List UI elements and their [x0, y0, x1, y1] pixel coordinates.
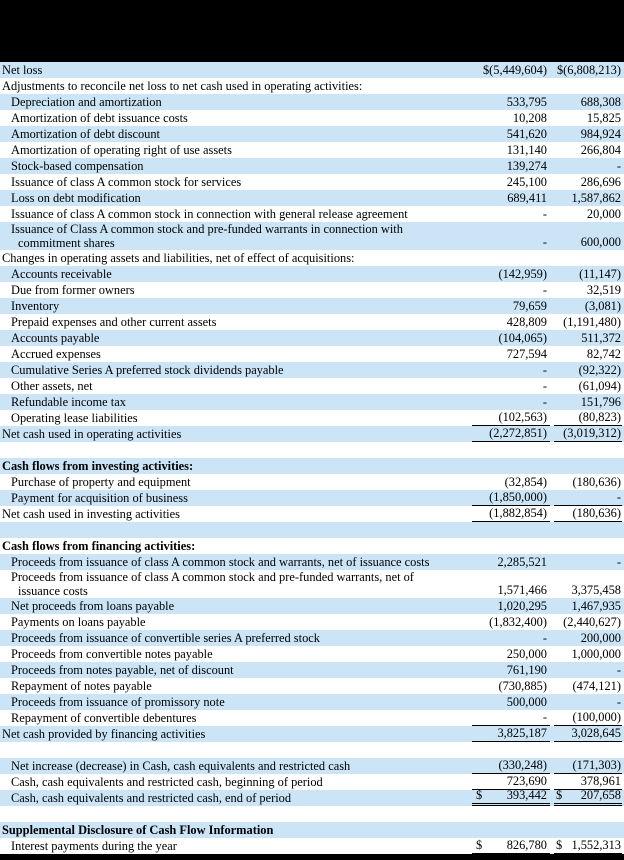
value-text: 10,208 [512, 111, 547, 125]
dollar-sign: $ [476, 788, 483, 802]
redacted-footer-bar [0, 854, 624, 860]
row-label [2, 283, 472, 298]
value-col1 [472, 143, 550, 158]
value-text: (92,322) [578, 363, 621, 377]
row-label-text: Loss on debt modification [11, 191, 141, 205]
value-col1 [472, 395, 550, 410]
value-col1 [472, 599, 550, 614]
value-col1 [472, 726, 550, 742]
table-row [0, 538, 624, 554]
row-label [2, 791, 472, 806]
value-col2 [554, 758, 622, 774]
value-col1 [472, 631, 550, 646]
row-label [2, 711, 472, 726]
table-row [0, 694, 624, 710]
row-label-text: Proceeds from issuance of promissory note [11, 695, 225, 709]
row-label [2, 207, 472, 222]
row-label-text: Cash flows from investing activities: [2, 459, 194, 473]
table-row [0, 554, 624, 570]
table-row [0, 206, 624, 222]
value-text: 511,372 [581, 331, 621, 345]
value-col2 [554, 63, 622, 78]
row-label-text: Depreciation and amortization [11, 95, 162, 109]
value-col1 [472, 838, 550, 854]
value-col2 [554, 615, 622, 630]
row-label [2, 571, 472, 598]
value-text: (11,147) [579, 267, 621, 281]
row-label [2, 839, 472, 854]
value-text: 250,000 [506, 647, 547, 661]
value-col1 [472, 490, 550, 506]
value-text: 207,658 [580, 788, 621, 802]
value-text: - [542, 283, 547, 297]
value-text: (1,850,000) [489, 490, 547, 504]
row-label-text: Cash, cash equivalents and restricted cash, beginning of period [11, 775, 323, 789]
value-col2 [554, 395, 622, 410]
dollar-sign: $ [556, 788, 563, 802]
value-col2 [554, 426, 622, 442]
value-col2 [554, 555, 622, 570]
value-text: 3,825,187 [497, 726, 547, 740]
value-col2 [554, 363, 622, 378]
value-col1 [472, 283, 550, 298]
value-text: 1,020,295 [497, 599, 547, 613]
row-label [2, 555, 472, 570]
value-text: - [616, 695, 621, 709]
cashflow-table [0, 62, 624, 854]
value-col2 [554, 410, 622, 426]
row-label [2, 411, 472, 426]
value-col2 [554, 235, 622, 250]
value-text: 3,375,458 [571, 583, 621, 597]
value-col1 [472, 506, 550, 522]
value-col1 [472, 788, 550, 806]
value-text: 723,690 [506, 774, 547, 788]
value-text: (3,019,312) [563, 426, 621, 440]
table-row [0, 222, 624, 250]
value-text: 1,000,000 [571, 647, 621, 661]
value-text: - [542, 235, 547, 249]
value-col2 [554, 663, 622, 678]
value-col1 [472, 758, 550, 774]
row-label-text: Inventory [11, 299, 60, 313]
table-row [0, 142, 624, 158]
row-label-text: Adjustments to reconcile net loss to net cash used in operating activities: [2, 79, 363, 93]
table-row [0, 282, 624, 298]
row-label-text: Payments on loans payable [11, 615, 146, 629]
value-text: (474,121) [572, 679, 621, 693]
row-label-text: Other assets, net [11, 379, 93, 393]
table-row [0, 110, 624, 126]
value-text: 727,594 [506, 347, 547, 361]
row-label [2, 395, 472, 410]
value-text: 200,000 [580, 631, 621, 645]
value-text: - [542, 363, 547, 377]
row-label-text: Net loss [2, 63, 43, 77]
table-row [0, 614, 624, 630]
value-col2 [554, 647, 622, 662]
row-label-text: Due from former owners [11, 283, 135, 297]
value-text: 139,274 [506, 159, 547, 173]
value-col2 [554, 143, 622, 158]
row-label [2, 679, 472, 694]
row-label-text: Operating lease liabilities [11, 411, 138, 425]
value-text: (180,636) [572, 475, 621, 489]
row-label-text: Prepaid expenses and other current assets [11, 315, 217, 329]
spacer-row [0, 806, 624, 822]
table-row [0, 330, 624, 346]
row-label [2, 251, 472, 266]
value-col2 [554, 506, 622, 522]
value-col2 [554, 175, 622, 190]
row-label-text: Accounts receivable [11, 267, 112, 281]
value-text: (1,832,400) [489, 615, 547, 629]
value-text: 266,804 [580, 143, 621, 157]
table-row [0, 298, 624, 314]
row-label [2, 823, 472, 838]
value-col2 [554, 315, 622, 330]
value-text: - [542, 710, 547, 724]
value-text: 1,571,466 [497, 583, 547, 597]
value-col2 [554, 127, 622, 142]
row-label [2, 347, 472, 362]
table-row [0, 570, 624, 598]
row-label [2, 427, 472, 442]
value-col2 [554, 475, 622, 490]
value-text: - [542, 207, 547, 221]
value-text: 151,796 [580, 395, 621, 409]
row-label [2, 331, 472, 346]
row-label-text: Repayment of notes payable [11, 679, 152, 693]
value-col2 [554, 695, 622, 710]
value-col1 [472, 315, 550, 330]
row-label-text: Amortization of debt discount [11, 127, 161, 141]
value-text: 3,028,645 [571, 726, 621, 740]
row-label [2, 267, 472, 282]
value-text: (330,248) [498, 758, 547, 772]
row-label-text: Supplemental Disclosure of Cash Flow Information [2, 823, 274, 837]
value-text: (2,440,627) [563, 615, 621, 629]
value-col1 [472, 615, 550, 630]
row-label-text: Net proceeds from loans payable [11, 599, 175, 613]
table-row [0, 266, 624, 282]
row-label-text: Refundable income tax [11, 395, 126, 409]
table-row [0, 678, 624, 694]
value-col1 [472, 299, 550, 314]
value-text: 79,659 [512, 299, 547, 313]
value-text: (3,081) [584, 299, 621, 313]
value-text: $(5,449,604) [482, 63, 547, 77]
table-row [0, 346, 624, 362]
value-text: - [616, 490, 621, 504]
row-label [2, 695, 472, 710]
row-label-text: Proceeds from issuance of convertible series A preferred stock [11, 631, 320, 645]
value-col2 [554, 283, 622, 298]
value-text: 286,696 [580, 175, 621, 189]
value-col1 [472, 207, 550, 222]
row-label [2, 223, 472, 250]
table-row [0, 362, 624, 378]
value-text: - [542, 395, 547, 409]
value-col1 [472, 663, 550, 678]
value-text: (102,563) [498, 410, 547, 424]
value-text: 1,587,862 [571, 191, 621, 205]
row-label [2, 459, 472, 474]
value-text: 688,308 [580, 95, 621, 109]
value-col2 [554, 159, 622, 174]
value-text: - [542, 631, 547, 645]
row-label [2, 191, 472, 206]
row-label [2, 647, 472, 662]
table-row [0, 378, 624, 394]
table-row [0, 62, 624, 78]
row-label [2, 759, 472, 774]
value-text: 82,742 [586, 347, 621, 361]
value-col2 [554, 191, 622, 206]
row-label-text: Net increase (decrease) in Cash, cash equivalents and restricted cash [11, 759, 351, 773]
table-row [0, 662, 624, 678]
table-row [0, 126, 624, 142]
value-text: (104,065) [498, 331, 547, 345]
value-col2 [554, 379, 622, 394]
value-text: 826,780 [506, 838, 547, 852]
row-label-text: Proceeds from issuance of class A common stock and pre-funded warrants, net of [11, 571, 414, 584]
value-col2 [554, 95, 622, 110]
value-text: - [616, 663, 621, 677]
value-col1 [472, 647, 550, 662]
value-text: (1,882,854) [489, 506, 547, 520]
row-label [2, 111, 472, 126]
table-row [0, 314, 624, 330]
value-text: $(6,808,213) [556, 63, 621, 77]
table-row [0, 726, 624, 742]
value-text: 245,100 [506, 175, 547, 189]
value-text: (180,636) [572, 506, 621, 520]
value-text: (730,885) [498, 679, 547, 693]
row-label-text: Net cash provided by financing activities [2, 727, 206, 741]
value-col1 [472, 63, 550, 78]
row-label [2, 363, 472, 378]
value-col1 [472, 127, 550, 142]
table-row [0, 490, 624, 506]
value-col1 [472, 426, 550, 442]
row-label [2, 299, 472, 314]
table-row [0, 158, 624, 174]
value-col1 [472, 410, 550, 426]
value-text: 689,411 [507, 191, 547, 205]
table-row [0, 78, 624, 94]
row-label-text: Cash, cash equivalents and restricted cash, end of period [11, 791, 292, 805]
row-label-text: Issuance of class A common stock for services [11, 175, 242, 189]
value-text: (171,303) [572, 758, 621, 772]
row-label [2, 175, 472, 190]
value-col2 [554, 838, 622, 854]
table-row [0, 790, 624, 806]
value-text: 15,825 [586, 111, 621, 125]
value-col1 [472, 379, 550, 394]
table-row [0, 458, 624, 474]
dollar-sign: $ [556, 838, 563, 852]
row-label-text: Stock-based compensation [11, 159, 144, 173]
row-label-text: Accrued expenses [11, 347, 101, 361]
value-text: 761,190 [506, 663, 547, 677]
row-label-wrap-line: issuance costs [18, 583, 88, 598]
table-row [0, 758, 624, 774]
value-col2 [554, 299, 622, 314]
value-col1 [472, 695, 550, 710]
value-text: (61,094) [578, 379, 621, 393]
row-label [2, 615, 472, 630]
row-label-wrap-line: commitment shares [18, 235, 115, 250]
row-label [2, 539, 472, 554]
spacer-row [0, 522, 624, 538]
value-col1 [472, 267, 550, 282]
value-col1 [472, 235, 550, 250]
value-col2 [554, 207, 622, 222]
row-label [2, 631, 472, 646]
value-col1 [472, 347, 550, 362]
value-col2 [554, 631, 622, 646]
table-row [0, 394, 624, 410]
value-text: 428,809 [506, 315, 547, 329]
table-row [0, 250, 624, 266]
row-label [2, 379, 472, 394]
row-label-text: Repayment of convertible debentures [11, 711, 197, 725]
value-col1 [472, 159, 550, 174]
value-text: 393,442 [506, 788, 547, 802]
value-col1 [472, 475, 550, 490]
value-text: (100,000) [572, 710, 621, 724]
value-col1 [472, 363, 550, 378]
row-label [2, 663, 472, 678]
row-label [2, 727, 472, 742]
table-row [0, 426, 624, 442]
table-row [0, 838, 624, 854]
value-text: 541,620 [506, 127, 547, 141]
value-col2 [554, 490, 622, 506]
row-label-text: Issuance of class A common stock in connection with general release agreement [11, 207, 408, 221]
value-text: 378,961 [580, 774, 621, 788]
row-label-text: Amortization of operating right of use assets [11, 143, 232, 157]
row-label-text: Payment for acquisition of business [11, 491, 188, 505]
row-label [2, 775, 472, 790]
table-row [0, 410, 624, 426]
value-text: 500,000 [506, 695, 547, 709]
table-row [0, 174, 624, 190]
value-col1 [472, 710, 550, 726]
dollar-sign: $ [476, 838, 483, 852]
table-row [0, 822, 624, 838]
row-label-text: Changes in operating assets and liabilities, net of effect of acquisitions: [2, 251, 355, 265]
row-label-text: Amortization of debt issuance costs [11, 111, 188, 125]
value-col1 [472, 111, 550, 126]
value-col1 [472, 95, 550, 110]
value-col1 [472, 175, 550, 190]
value-col2 [554, 583, 622, 598]
value-col2 [554, 788, 622, 806]
row-label [2, 95, 472, 110]
row-label-text: Cumulative Series A preferred stock dividends payable [11, 363, 284, 377]
value-col2 [554, 111, 622, 126]
value-text: 1,467,935 [571, 599, 621, 613]
value-text: 2,285,521 [497, 555, 547, 569]
row-label [2, 79, 472, 94]
value-col2 [554, 347, 622, 362]
value-col2 [554, 331, 622, 346]
value-text: 1,552,313 [571, 838, 621, 852]
row-label-text: Issuance of Class A common stock and pre-funded warrants in connection with [11, 223, 403, 236]
value-text: 131,140 [506, 143, 547, 157]
row-label-text: Interest payments during the year [11, 839, 177, 853]
value-col1 [472, 331, 550, 346]
table-row [0, 190, 624, 206]
row-label [2, 491, 472, 506]
row-label-text: Net cash used in operating activities [2, 427, 182, 441]
value-text: 32,519 [586, 283, 621, 297]
row-label-text: Purchase of property and equipment [11, 475, 191, 489]
table-row [0, 710, 624, 726]
table-row [0, 630, 624, 646]
value-text: (2,272,851) [489, 426, 547, 440]
row-label-text: Proceeds from notes payable, net of discount [11, 663, 234, 677]
table-row [0, 94, 624, 110]
row-label [2, 599, 472, 614]
value-text: - [616, 555, 621, 569]
value-text: (1,191,480) [563, 315, 621, 329]
row-label-text: Net cash used in investing activities [2, 507, 180, 521]
value-text: (142,959) [498, 267, 547, 281]
value-col1 [472, 679, 550, 694]
row-label [2, 143, 472, 158]
value-col2 [554, 599, 622, 614]
value-col1 [472, 191, 550, 206]
value-text: 20,000 [586, 207, 621, 221]
value-col2 [554, 267, 622, 282]
value-col2 [554, 679, 622, 694]
row-label [2, 127, 472, 142]
row-label [2, 63, 472, 78]
row-label [2, 507, 472, 522]
spacer-row [0, 742, 624, 758]
value-col1 [472, 583, 550, 598]
value-text: 600,000 [580, 235, 621, 249]
value-text: 984,924 [580, 127, 621, 141]
row-label-text: Proceeds from issuance of class A common stock and warrants, net of issuance costs [11, 555, 430, 569]
value-text: 533,795 [506, 95, 547, 109]
value-text: (80,823) [578, 410, 621, 424]
value-col2 [554, 710, 622, 726]
row-label [2, 159, 472, 174]
row-label-text: Cash flows from financing activities: [2, 539, 196, 553]
table-row [0, 646, 624, 662]
spacer-row [0, 442, 624, 458]
value-text: (32,854) [504, 475, 547, 489]
value-col1 [472, 555, 550, 570]
table-row [0, 474, 624, 490]
table-row [0, 598, 624, 614]
value-col2 [554, 726, 622, 742]
row-label-text: Accounts payable [11, 331, 100, 345]
redacted-header-bar [0, 0, 624, 62]
row-label [2, 315, 472, 330]
row-label [2, 475, 472, 490]
value-text: - [616, 159, 621, 173]
value-text: - [542, 379, 547, 393]
row-label-text: Proceeds from convertible notes payable [11, 647, 213, 661]
table-row [0, 506, 624, 522]
